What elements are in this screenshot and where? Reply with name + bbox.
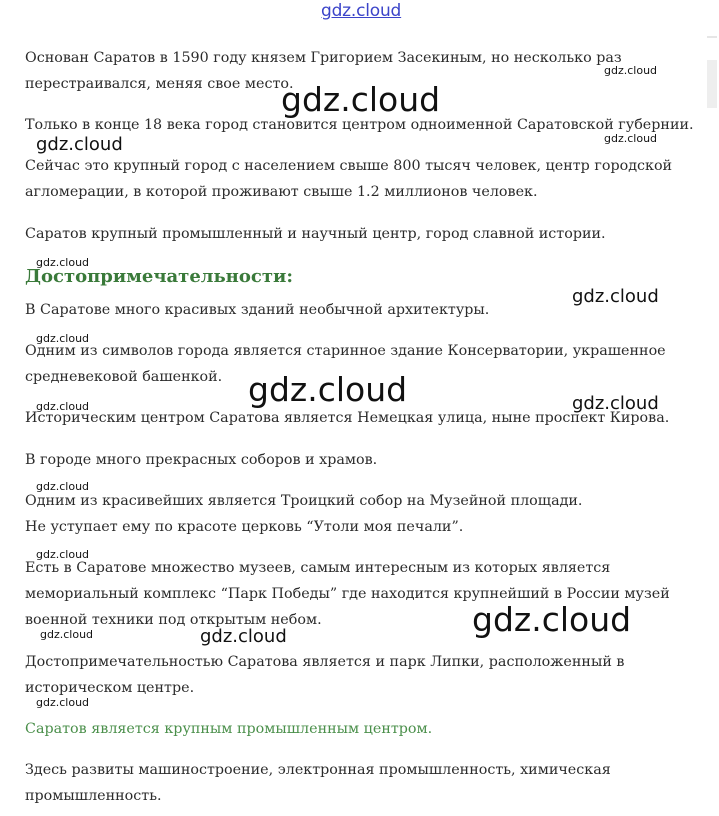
paragraph-line: Историческим центром Саратова является Немецкая улица, ныне проспект Кирова. xyxy=(25,410,670,426)
paragraph-line: В городе много прекрасных соборов и храмов. xyxy=(25,452,378,468)
watermark: gdz.cloud xyxy=(248,370,408,409)
watermark: gdz.cloud xyxy=(36,332,90,345)
paragraph-line: средневековой башенкой. xyxy=(25,369,223,385)
highlight-line: Саратов является крупным промышленным центром. xyxy=(25,721,433,737)
watermark: gdz.cloud xyxy=(36,696,90,709)
scroll-mark xyxy=(707,36,717,38)
watermark: gdz.cloud xyxy=(36,256,90,269)
watermark: gdz.cloud xyxy=(472,600,632,639)
paragraph-line: перестраивался, меняя свое место. xyxy=(25,76,294,92)
paragraph-line: Основан Саратов в 1590 году князем Григорием Засекиным, но несколько раз xyxy=(25,50,622,66)
paragraph-line: Саратов крупный промышленный и научный центр, город славной истории. xyxy=(25,226,606,242)
paragraph-line: Здесь развиты машиностроение, электронная промышленность, химическая xyxy=(25,762,611,778)
scroll-thumb[interactable] xyxy=(707,60,717,108)
paragraph-line: мемориальный комплекс “Парк Победы” где находится крупнейший в России музей xyxy=(25,586,670,602)
paragraph-line: Сейчас это крупный город с населением свыше 800 тысяч человек, центр городской xyxy=(25,158,673,174)
site-link[interactable]: gdz.cloud xyxy=(321,1,402,21)
watermark: gdz.cloud xyxy=(36,480,90,493)
watermark: gdz.cloud xyxy=(572,286,659,307)
paragraph-line: военной техники под открытым небом. xyxy=(25,612,322,628)
watermark: gdz.cloud xyxy=(36,134,123,155)
watermark: gdz.cloud xyxy=(200,626,287,647)
paragraph-line: Только в конце 18 века город становится центром одноименной Саратовской губернии. xyxy=(25,117,694,133)
paragraph-line: промышленность. xyxy=(25,788,162,804)
paragraph-line: агломерации, в которой проживают свыше 1.2 миллионов человек. xyxy=(25,184,538,200)
paragraph-line: Достопримечательностью Саратова является и парк Липки, расположенный в xyxy=(25,654,625,670)
watermark: gdz.cloud xyxy=(36,400,90,413)
paragraph-line: историческом центре. xyxy=(25,680,195,696)
paragraph-line: В Саратове много красивых зданий необычной архитектуры. xyxy=(25,302,490,318)
paragraph-line: Одним из символов города является старинное здание Консерватории, украшенное xyxy=(25,343,666,359)
watermark: gdz.cloud xyxy=(604,64,658,77)
section-heading: Достопримечательности: xyxy=(25,266,293,287)
paragraph-line: Одним из красивейших является Троицкий собор на Музейной площади. xyxy=(25,493,583,509)
watermark: gdz.cloud xyxy=(36,548,90,561)
watermark: gdz.cloud xyxy=(281,80,441,119)
watermark: gdz.cloud xyxy=(40,628,94,641)
paragraph-line: Не уступает ему по красоте церковь “Утоли моя печали”. xyxy=(25,519,464,535)
watermark: gdz.cloud xyxy=(604,132,658,145)
watermark: gdz.cloud xyxy=(572,393,659,414)
side-scrollbar[interactable] xyxy=(705,22,719,92)
paragraph-line: Есть в Саратове множество музеев, самым интересным из которых является xyxy=(25,560,611,576)
